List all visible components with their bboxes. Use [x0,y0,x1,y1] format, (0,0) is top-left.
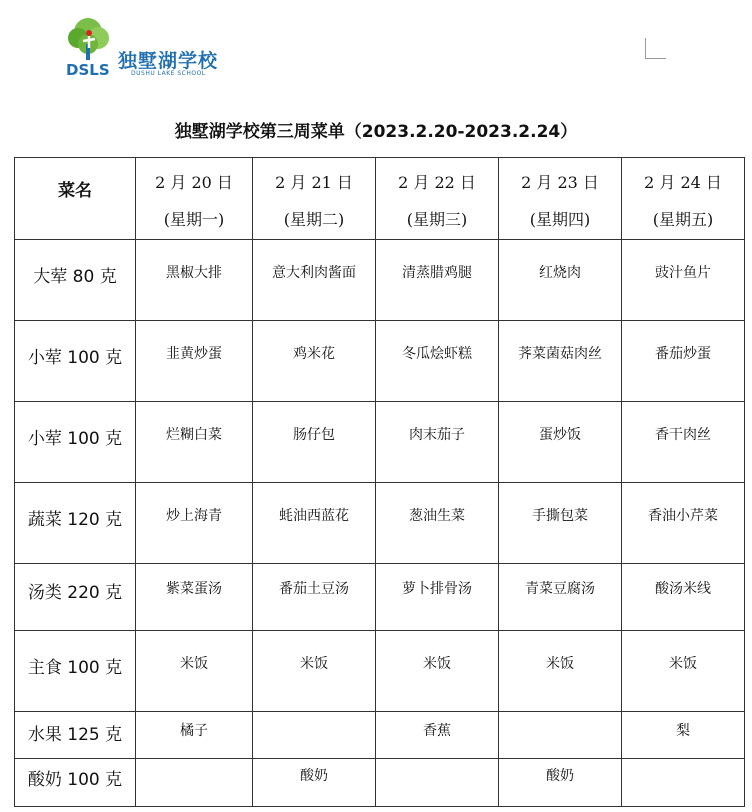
dish: 蛋炒饭 [539,427,581,443]
dish: 米饭 [300,656,328,672]
dish-cell [136,759,253,807]
day-weekday: (星期二) [283,209,345,229]
row-label: 蔬菜 120 克 [27,510,123,530]
logo-letters: DSLS [66,61,110,79]
dish: 冬瓜烩虾糕 [402,346,472,362]
dish-cell [499,631,622,712]
dish-cell [622,321,745,402]
dish-cell [499,240,622,321]
dish: 萝卜排骨汤 [402,581,472,597]
row-label-cell [15,564,136,631]
dish-cell [622,402,745,483]
dish: 青菜豆腐汤 [525,581,595,597]
dish: 韭黄炒蛋 [166,346,222,362]
row-label: 酸奶 100 克 [27,770,123,790]
dish [622,759,744,765]
menu-title: 独墅湖学校第三周菜单（2023.2.20-2023.2.24） [174,122,578,142]
dish: 香干肉丝 [655,427,711,443]
day-weekday: (星期四) [529,209,591,229]
table-row [15,321,745,402]
day-date: 2 月 22 日 [398,172,476,192]
dish: 米饭 [669,656,697,672]
dish: 葱油生菜 [409,508,465,524]
page-corner-mark [645,38,666,59]
dish-cell [622,240,745,321]
day-date: 2 月 23 日 [521,172,599,192]
dish: 番茄炒蛋 [655,346,711,362]
dish-cell [136,631,253,712]
day-date: 2 月 21 日 [275,172,353,192]
table-row [15,712,745,759]
dish-cell [136,712,253,759]
table-row [15,240,745,321]
dish [253,712,375,720]
dish-cell [253,759,376,807]
dish: 烂糊白菜 [166,427,222,443]
row-label: 大荤 80 克 [33,267,117,287]
dish-cell [499,712,622,759]
dish: 酸汤米线 [655,581,711,597]
row-label-cell [15,240,136,321]
dish: 鸡米花 [293,346,335,362]
row-label-cell [15,759,136,807]
dish: 肠仔包 [293,427,335,443]
dish-cell [499,483,622,564]
row-label: 小荤 100 克 [27,348,123,368]
dish-cell [622,483,745,564]
row-label-cell [15,483,136,564]
dish: 梨 [676,723,690,739]
day-header-wed [376,158,499,240]
dish-cell [499,759,622,807]
dish: 酸奶 [546,768,574,784]
day-header-thu [499,158,622,240]
dish: 米饭 [180,656,208,672]
table-row [15,402,745,483]
dish: 清蒸腊鸡腿 [402,265,472,281]
dish: 酸奶 [300,768,328,784]
dish: 炒上海青 [166,508,222,524]
dish: 蚝油西蓝花 [279,508,349,524]
day-weekday: (星期一) [163,209,225,229]
dish-cell [136,483,253,564]
dish-cell [253,564,376,631]
dish-cell [376,402,499,483]
row-label-cell [15,712,136,759]
dish-cell [253,631,376,712]
row-label: 主食 100 克 [27,658,123,678]
corner-label: 菜名 [58,181,92,201]
dish-cell [622,712,745,759]
dish: 番茄土豆汤 [279,581,349,597]
dish-cell [376,240,499,321]
dish: 手撕包菜 [532,508,588,524]
row-label: 汤类 220 克 [27,583,123,603]
dish-cell [376,321,499,402]
row-label: 水果 125 克 [27,725,123,745]
dish: 肉末茄子 [409,427,465,443]
day-weekday: (星期五) [652,209,714,229]
dish: 香油小芹菜 [648,508,718,524]
dish-cell [136,564,253,631]
day-header-tue [253,158,376,240]
dish-cell [622,564,745,631]
dish-cell [376,712,499,759]
dish-cell [376,631,499,712]
dish-cell [253,402,376,483]
table-row [15,483,745,564]
row-label: 小荤 100 克 [27,429,123,449]
dish: 豉汁鱼片 [655,265,711,281]
row-label-cell [15,321,136,402]
table-row [15,631,745,712]
dish-cell [499,321,622,402]
dish [376,759,498,765]
logo-subtitle: DUSHU LAKE SCHOOL [131,70,206,77]
header-row [15,158,745,240]
day-weekday: (星期三) [406,209,468,229]
dish-cell [253,240,376,321]
dish: 红烧肉 [539,265,581,281]
table-row [15,759,745,807]
dish [136,759,252,765]
logo-school-name: 独墅湖学校 [118,50,219,72]
row-label-cell [15,631,136,712]
day-header-mon [136,158,253,240]
dish-cell [376,564,499,631]
dish-cell [376,483,499,564]
corner-cell [15,158,136,240]
dish: 米饭 [423,656,451,672]
row-label-cell [15,402,136,483]
dish-cell [253,483,376,564]
dish-cell [622,759,745,807]
dish-cell [499,564,622,631]
dish: 米饭 [546,656,574,672]
day-date: 2 月 20 日 [155,172,233,192]
dish: 香蕉 [423,723,451,739]
dish: 橘子 [180,723,208,739]
dish-cell [376,759,499,807]
dish-cell [253,321,376,402]
school-logo [62,14,227,86]
dish-cell [622,631,745,712]
dish-cell [136,402,253,483]
dish-cell [499,402,622,483]
dish-cell [136,321,253,402]
dish: 意大利肉酱面 [272,265,356,281]
dish: 紫菜蛋汤 [166,581,222,597]
dish: 黑椒大排 [166,265,222,281]
day-header-fri [622,158,745,240]
dish [499,712,621,720]
dish-cell [253,712,376,759]
table-row [15,564,745,631]
dish: 荠菜菌菇肉丝 [518,346,602,362]
dish-cell [136,240,253,321]
day-date: 2 月 24 日 [644,172,722,192]
weekly-menu-table [14,157,745,807]
